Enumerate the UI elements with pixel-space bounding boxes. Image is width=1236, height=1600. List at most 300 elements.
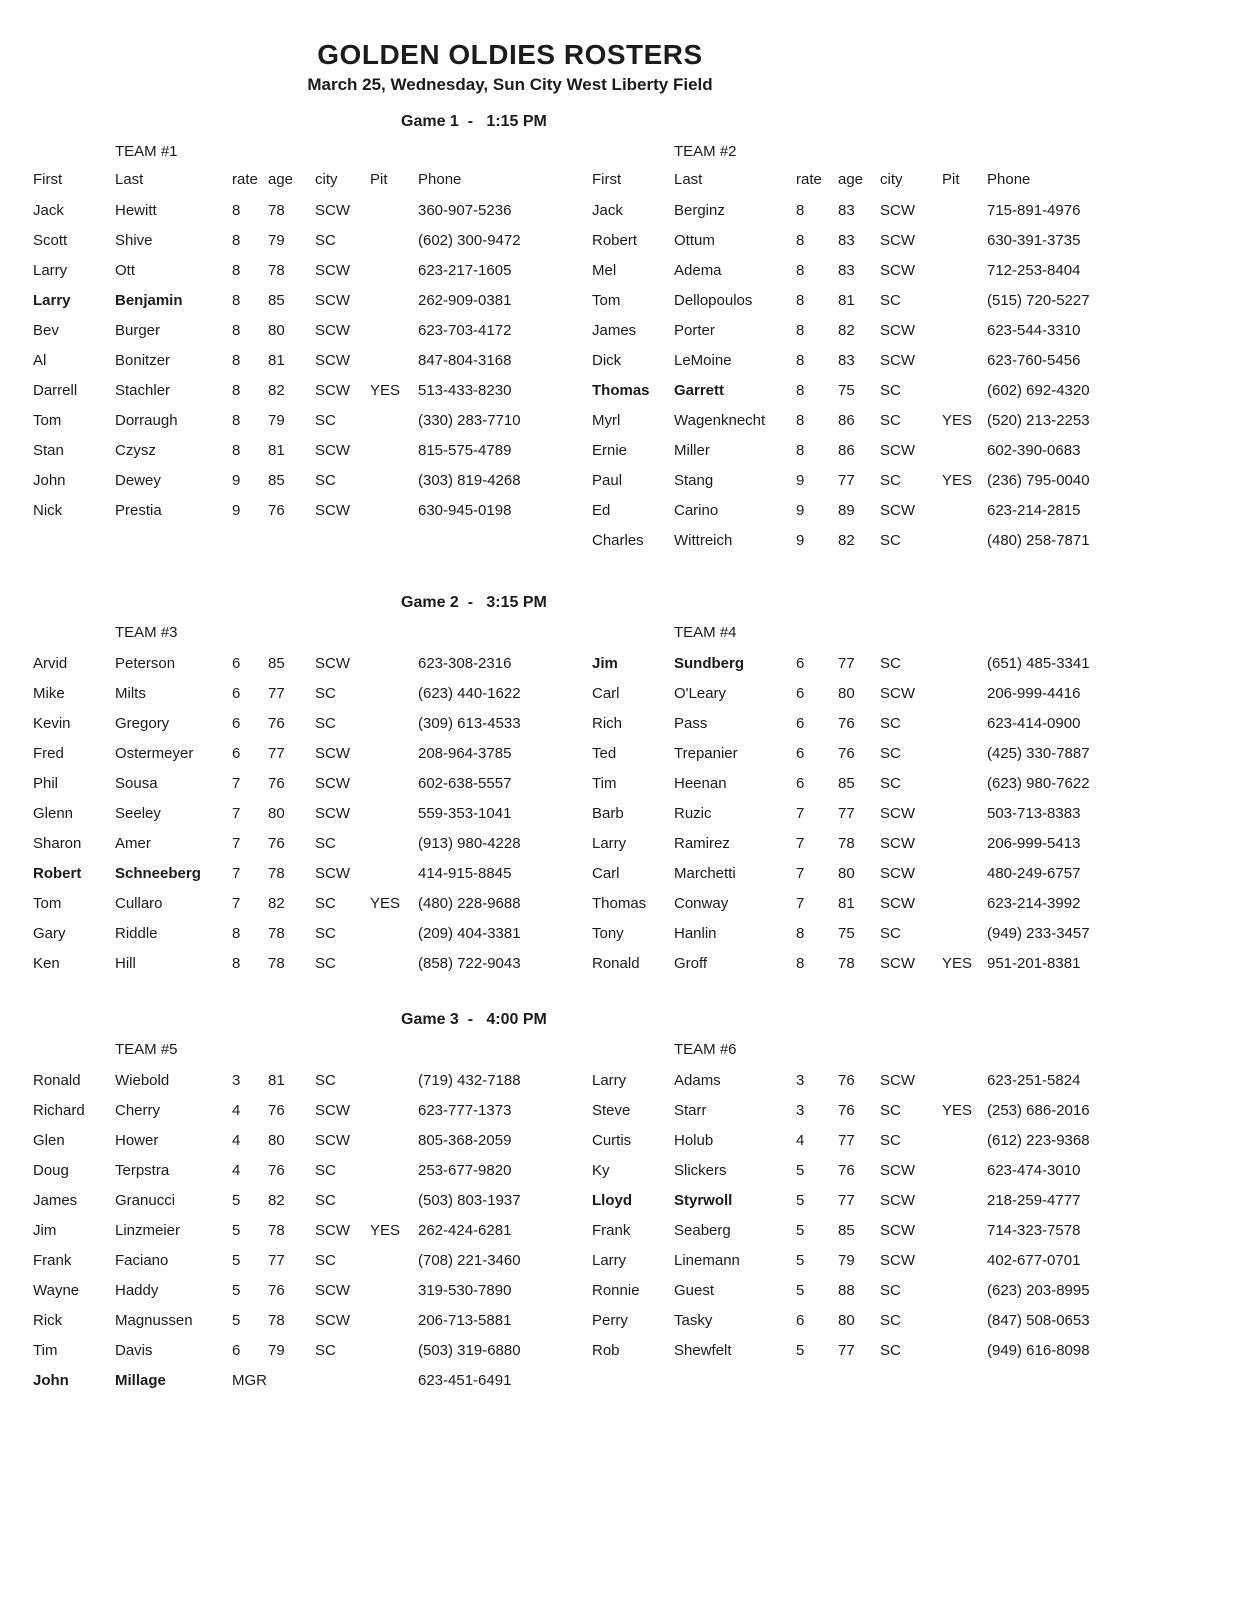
player-city-cell: SCW xyxy=(315,805,350,822)
player-first-cell: Larry xyxy=(592,1252,627,1269)
player-city-cell: SCW xyxy=(315,865,350,882)
player-rate-cell: 6 xyxy=(796,685,805,702)
player-rate-cell: 8 xyxy=(796,352,805,369)
player-age-cell: 76 xyxy=(838,1102,855,1119)
player-city-cell: SC xyxy=(880,1282,901,1299)
player-first-cell: Fred xyxy=(33,745,64,762)
column-header-rate: rate xyxy=(232,171,258,188)
team-name: TEAM #5 xyxy=(115,1041,178,1058)
player-city-cell: SC xyxy=(315,1342,336,1359)
player-first-cell: Stan xyxy=(33,442,64,459)
player-first-cell: Glen xyxy=(33,1132,65,1149)
player-rate-cell: 5 xyxy=(232,1222,241,1239)
player-row xyxy=(33,1159,559,1189)
player-row xyxy=(33,319,559,349)
player-city-cell: SC xyxy=(315,412,336,429)
player-rate-cell: 8 xyxy=(796,292,805,309)
player-city-cell: SC xyxy=(315,1072,336,1089)
player-age-cell: 78 xyxy=(268,1222,285,1239)
player-city-cell: SCW xyxy=(880,1192,915,1209)
player-phone-cell: 715-891-4976 xyxy=(987,202,1081,219)
player-first-cell: Tom xyxy=(592,292,621,309)
player-phone-cell: (309) 613-4533 xyxy=(418,715,521,732)
player-first-cell: Tom xyxy=(33,895,62,912)
player-first-cell: Richard xyxy=(33,1102,85,1119)
player-first-cell: Jack xyxy=(592,202,623,219)
player-rate-cell: 8 xyxy=(796,382,805,399)
player-phone-cell: 815-575-4789 xyxy=(418,442,512,459)
player-row xyxy=(592,742,1212,772)
player-row xyxy=(33,409,559,439)
player-last-cell: Sousa xyxy=(115,775,158,792)
player-last-cell: Wagenknecht xyxy=(674,412,766,429)
player-last-cell: O'Leary xyxy=(674,685,727,702)
player-city-cell: SCW xyxy=(880,835,915,852)
player-city-cell: SCW xyxy=(880,202,915,219)
player-age-cell: 85 xyxy=(838,1222,855,1239)
player-rate-cell: 7 xyxy=(796,865,805,882)
player-age-cell: 77 xyxy=(838,1192,855,1209)
column-header-phone: Phone xyxy=(987,171,1031,188)
player-pit-cell: YES xyxy=(942,1102,973,1119)
player-age-cell: 78 xyxy=(268,865,285,882)
player-last-cell: Riddle xyxy=(115,925,158,942)
player-phone-cell: 402-677-0701 xyxy=(987,1252,1081,1269)
player-last-cell: Miller xyxy=(674,442,710,459)
player-row xyxy=(592,259,1212,289)
player-first-cell: Phil xyxy=(33,775,59,792)
player-row xyxy=(592,409,1212,439)
player-age-cell: 78 xyxy=(268,202,285,219)
player-row xyxy=(592,1279,1212,1309)
player-age-cell: 86 xyxy=(838,442,855,459)
player-rate-cell: 5 xyxy=(796,1282,805,1299)
player-city-cell: SCW xyxy=(315,382,350,399)
player-first-cell: Rob xyxy=(592,1342,620,1359)
player-row xyxy=(33,862,559,892)
player-first-cell: Barb xyxy=(592,805,624,822)
player-city-cell: SCW xyxy=(315,655,350,672)
player-city-cell: SCW xyxy=(880,322,915,339)
player-last-cell: Ostermeyer xyxy=(115,745,194,762)
player-last-cell: Tasky xyxy=(674,1312,713,1329)
player-city-cell: SCW xyxy=(880,1222,915,1239)
player-age-cell: 82 xyxy=(838,532,855,549)
player-last-cell: Stachler xyxy=(115,382,171,399)
game-section-3 xyxy=(0,1011,1236,1399)
player-last-cell: Magnussen xyxy=(115,1312,193,1329)
player-city-cell: SCW xyxy=(315,775,350,792)
player-rate-cell: 7 xyxy=(796,835,805,852)
player-phone-cell: 208-964-3785 xyxy=(418,745,512,762)
player-row xyxy=(592,1129,1212,1159)
player-city-cell: SCW xyxy=(315,1132,350,1149)
player-phone-cell: 623-760-5456 xyxy=(987,352,1081,369)
player-rate-cell: 5 xyxy=(232,1282,241,1299)
player-rate-cell: 3 xyxy=(796,1102,805,1119)
player-row xyxy=(33,229,559,259)
player-pit-cell: YES xyxy=(370,382,401,399)
player-rate-cell: 6 xyxy=(232,1342,241,1359)
player-age-cell: 77 xyxy=(838,472,855,489)
player-rate-cell: 6 xyxy=(232,655,241,672)
player-first-cell: Ted xyxy=(592,745,617,762)
player-last-cell: Bonitzer xyxy=(115,352,171,369)
player-last-cell: LeMoine xyxy=(674,352,732,369)
player-row xyxy=(592,862,1212,892)
player-city-cell: SCW xyxy=(880,352,915,369)
player-age-cell: 79 xyxy=(268,232,285,249)
player-city-cell: SC xyxy=(315,955,336,972)
game-header: Game 3 - 4:00 PM xyxy=(401,1011,547,1028)
player-phone-cell: (236) 795-0040 xyxy=(987,472,1090,489)
player-age-cell: 79 xyxy=(838,1252,855,1269)
player-phone-cell: (719) 432-7188 xyxy=(418,1072,521,1089)
player-first-cell: Mel xyxy=(592,262,617,279)
player-first-cell: Ken xyxy=(33,955,60,972)
player-row xyxy=(592,1159,1212,1189)
player-first-cell: Thomas xyxy=(592,382,650,399)
player-age-cell: 85 xyxy=(268,292,285,309)
player-last-cell: Adams xyxy=(674,1072,721,1089)
player-phone-cell: (949) 616-8098 xyxy=(987,1342,1090,1359)
player-city-cell: SC xyxy=(880,715,901,732)
player-phone-cell: (623) 203-8995 xyxy=(987,1282,1090,1299)
player-last-cell: Ott xyxy=(115,262,136,279)
column-header-last: Last xyxy=(115,171,144,188)
player-rate-cell: 8 xyxy=(232,232,241,249)
player-city-cell: SC xyxy=(315,1162,336,1179)
player-first-cell: Kevin xyxy=(33,715,71,732)
player-city-cell: SC xyxy=(880,1342,901,1359)
player-last-cell: Porter xyxy=(674,322,715,339)
player-first-cell: Carl xyxy=(592,685,620,702)
player-last-cell: Schneeberg xyxy=(115,865,201,882)
player-row xyxy=(592,499,1212,529)
player-age-cell: 76 xyxy=(838,1162,855,1179)
player-first-cell: Bev xyxy=(33,322,59,339)
team-name: TEAM #4 xyxy=(674,624,737,641)
player-row xyxy=(592,379,1212,409)
player-rate-cell: 6 xyxy=(796,745,805,762)
player-age-cell: 81 xyxy=(838,895,855,912)
player-rate-cell: 8 xyxy=(232,322,241,339)
player-last-cell: Cullaro xyxy=(115,895,163,912)
player-last-cell: Heenan xyxy=(674,775,727,792)
player-phone-cell: 630-391-3735 xyxy=(987,232,1081,249)
player-phone-cell: (515) 720-5227 xyxy=(987,292,1090,309)
column-header-first: First xyxy=(592,171,622,188)
player-first-cell: Jim xyxy=(33,1222,57,1239)
player-phone-cell: (602) 692-4320 xyxy=(987,382,1090,399)
player-rate-cell: 9 xyxy=(796,472,805,489)
player-last-cell: Marchetti xyxy=(674,865,736,882)
player-age-cell: 89 xyxy=(838,502,855,519)
player-city-cell: SC xyxy=(880,655,901,672)
player-phone-cell: 623-474-3010 xyxy=(987,1162,1081,1179)
player-last-cell: Hanlin xyxy=(674,925,717,942)
column-header-city: city xyxy=(315,171,338,188)
player-city-cell: SCW xyxy=(315,1282,350,1299)
column-header-pit: Pit xyxy=(942,171,960,188)
player-phone-cell: 253-677-9820 xyxy=(418,1162,512,1179)
player-city-cell: SCW xyxy=(315,442,350,459)
player-phone-cell: 623-703-4172 xyxy=(418,322,512,339)
player-row xyxy=(33,892,559,922)
player-last-cell: Shive xyxy=(115,232,153,249)
player-city-cell: SCW xyxy=(880,1252,915,1269)
player-first-cell: Charles xyxy=(592,532,644,549)
player-city-cell: SC xyxy=(880,412,901,429)
player-rate-cell: 7 xyxy=(232,805,241,822)
player-first-cell: Robert xyxy=(592,232,638,249)
player-rows xyxy=(33,1069,559,1399)
player-age-cell: 80 xyxy=(838,1312,855,1329)
player-last-cell: Terpstra xyxy=(115,1162,170,1179)
player-row xyxy=(592,922,1212,952)
player-city-cell: SC xyxy=(880,1132,901,1149)
player-last-cell: Stang xyxy=(674,472,714,489)
player-row xyxy=(592,772,1212,802)
player-row xyxy=(33,772,559,802)
player-first-cell: Ronald xyxy=(33,1072,81,1089)
player-phone-cell: (708) 221-3460 xyxy=(418,1252,521,1269)
player-rate-cell: 8 xyxy=(232,412,241,429)
player-age-cell: 82 xyxy=(268,895,285,912)
player-city-cell: SC xyxy=(880,1312,901,1329)
player-first-cell: Darrell xyxy=(33,382,78,399)
player-phone-cell: 360-907-5236 xyxy=(418,202,512,219)
player-age-cell: 88 xyxy=(838,1282,855,1299)
player-row xyxy=(33,289,559,319)
player-last-cell: Sundberg xyxy=(674,655,744,672)
player-first-cell: Steve xyxy=(592,1102,631,1119)
player-rate-cell: 6 xyxy=(232,685,241,702)
player-first-cell: Jim xyxy=(592,655,618,672)
player-first-cell: Lloyd xyxy=(592,1192,632,1209)
player-last-cell: Davis xyxy=(115,1342,153,1359)
player-row xyxy=(592,1099,1212,1129)
player-phone-cell: 218-259-4777 xyxy=(987,1192,1081,1209)
player-rate-cell: 9 xyxy=(796,532,805,549)
team-block-team4 xyxy=(592,624,1212,982)
player-age-cell: 80 xyxy=(268,805,285,822)
player-first-cell: Scott xyxy=(33,232,68,249)
player-last-cell: Guest xyxy=(674,1282,715,1299)
player-first-cell: Rich xyxy=(592,715,623,732)
player-first-cell: Frank xyxy=(592,1222,631,1239)
player-row xyxy=(592,319,1212,349)
player-city-cell: SC xyxy=(880,1102,901,1119)
player-city-cell: SC xyxy=(880,532,901,549)
column-header-age: age xyxy=(838,171,864,188)
player-age-cell: 86 xyxy=(838,412,855,429)
player-last-cell: Ottum xyxy=(674,232,715,249)
player-phone-cell: (503) 319-6880 xyxy=(418,1342,521,1359)
player-first-cell: Curtis xyxy=(592,1132,632,1149)
player-row xyxy=(592,802,1212,832)
column-header-rate: rate xyxy=(796,171,822,188)
player-city-cell: SC xyxy=(315,835,336,852)
player-phone-cell: (623) 440-1622 xyxy=(418,685,521,702)
team-name: TEAM #2 xyxy=(674,143,737,160)
player-rate-cell: 7 xyxy=(796,805,805,822)
player-phone-cell: 480-249-6757 xyxy=(987,865,1081,882)
game-section-1 xyxy=(0,113,1236,559)
player-age-cell: 76 xyxy=(838,715,855,732)
player-age-cell: 79 xyxy=(268,412,285,429)
player-row xyxy=(592,1309,1212,1339)
player-age-cell: 76 xyxy=(268,1162,285,1179)
player-phone-cell: (949) 233-3457 xyxy=(987,925,1090,942)
player-last-cell: Cherry xyxy=(115,1102,161,1119)
player-last-cell: Haddy xyxy=(115,1282,159,1299)
player-rate-cell: 5 xyxy=(232,1312,241,1329)
player-age-cell: 76 xyxy=(268,715,285,732)
player-city-cell: SC xyxy=(880,382,901,399)
player-first-cell: Larry xyxy=(33,292,71,309)
player-row xyxy=(33,832,559,862)
player-rate-cell: 3 xyxy=(796,1072,805,1089)
player-phone-cell: (858) 722-9043 xyxy=(418,955,521,972)
player-rate-cell: 8 xyxy=(232,955,241,972)
player-phone-cell: 623-544-3310 xyxy=(987,322,1081,339)
player-age-cell: 81 xyxy=(268,1072,285,1089)
player-row xyxy=(592,712,1212,742)
player-age-cell: 80 xyxy=(268,1132,285,1149)
player-phone-cell: 623-308-2316 xyxy=(418,655,512,672)
player-row xyxy=(33,1369,559,1399)
team-block-team6 xyxy=(592,1041,1212,1399)
page-subtitle: March 25, Wednesday, Sun City West Liberty Field xyxy=(307,75,713,94)
player-rate-cell: 6 xyxy=(796,655,805,672)
player-phone-cell: 602-638-5557 xyxy=(418,775,512,792)
player-row xyxy=(592,349,1212,379)
player-phone-cell: 712-253-8404 xyxy=(987,262,1081,279)
player-phone-cell: (913) 980-4228 xyxy=(418,835,521,852)
player-last-cell: Holub xyxy=(674,1132,714,1149)
team-block-team3 xyxy=(33,624,559,982)
player-first-cell: Larry xyxy=(592,1072,627,1089)
player-age-cell: 85 xyxy=(268,472,285,489)
player-rate-cell: 9 xyxy=(796,502,805,519)
player-age-cell: 76 xyxy=(268,1282,285,1299)
player-row xyxy=(592,1189,1212,1219)
player-phone-cell: 630-945-0198 xyxy=(418,502,512,519)
player-rows xyxy=(33,199,559,529)
player-last-cell: Wiebold xyxy=(115,1072,170,1089)
player-first-cell: Gary xyxy=(33,925,66,942)
player-first-cell: Tony xyxy=(592,925,624,942)
player-age-cell: 78 xyxy=(838,955,855,972)
player-first-cell: Arvid xyxy=(33,655,68,672)
player-age-cell: 85 xyxy=(838,775,855,792)
player-row xyxy=(33,1099,559,1129)
column-header-last: Last xyxy=(674,171,703,188)
player-last-cell: Amer xyxy=(115,835,151,852)
player-city-cell: SCW xyxy=(880,262,915,279)
player-last-cell: Dewey xyxy=(115,472,161,489)
player-city-cell: SCW xyxy=(315,1312,350,1329)
player-rate-cell: 6 xyxy=(232,745,241,762)
game-header: Game 2 - 3:15 PM xyxy=(401,594,547,611)
player-first-cell: Rick xyxy=(33,1312,63,1329)
player-age-cell: 78 xyxy=(268,925,285,942)
player-rate-cell: 8 xyxy=(232,262,241,279)
player-row xyxy=(33,1339,559,1369)
player-first-cell: Dick xyxy=(592,352,622,369)
player-city-cell: SCW xyxy=(315,262,350,279)
player-phone-cell: (480) 228-9688 xyxy=(418,895,521,912)
player-phone-cell: (480) 258-7871 xyxy=(987,532,1090,549)
player-age-cell: 80 xyxy=(838,865,855,882)
player-pit-cell: YES xyxy=(370,895,401,912)
player-first-cell: Tim xyxy=(33,1342,58,1359)
player-first-cell: Nick xyxy=(33,502,63,519)
player-age-cell: 76 xyxy=(838,1072,855,1089)
player-phone-cell: (520) 213-2253 xyxy=(987,412,1090,429)
player-row xyxy=(592,832,1212,862)
team-name: TEAM #3 xyxy=(115,624,178,641)
player-first-cell: Tom xyxy=(33,412,62,429)
player-phone-cell: 559-353-1041 xyxy=(418,805,512,822)
player-age-cell: 81 xyxy=(838,292,855,309)
player-last-cell: Linemann xyxy=(674,1252,740,1269)
player-first-cell: Mike xyxy=(33,685,65,702)
team-block-team5 xyxy=(33,1041,559,1399)
player-phone-cell: (425) 330-7887 xyxy=(987,745,1090,762)
player-last-cell: Dorraugh xyxy=(115,412,178,429)
player-phone-cell: 206-999-4416 xyxy=(987,685,1081,702)
player-rate-cell: 5 xyxy=(796,1342,805,1359)
player-phone-cell: (847) 508-0653 xyxy=(987,1312,1090,1329)
player-last-cell: Ruzic xyxy=(674,805,712,822)
player-city-cell: SC xyxy=(315,715,336,732)
player-age-cell: 83 xyxy=(838,202,855,219)
player-last-cell: Styrwoll xyxy=(674,1192,733,1209)
player-row xyxy=(33,1249,559,1279)
player-rate-cell: 4 xyxy=(232,1162,241,1179)
player-city-cell: SC xyxy=(880,925,901,942)
player-last-cell: Millage xyxy=(115,1372,166,1389)
player-row xyxy=(33,1069,559,1099)
player-city-cell: SCW xyxy=(880,895,915,912)
player-age-cell: 77 xyxy=(268,1252,285,1269)
player-pit-cell: YES xyxy=(942,472,973,489)
column-header-row xyxy=(33,171,559,191)
player-age-cell: 76 xyxy=(268,775,285,792)
column-header-row xyxy=(592,171,1212,191)
player-last-cell: Conway xyxy=(674,895,729,912)
player-row xyxy=(592,289,1212,319)
player-phone-cell: 805-368-2059 xyxy=(418,1132,512,1149)
column-header-first: First xyxy=(33,171,63,188)
player-phone-cell: 623-414-0900 xyxy=(987,715,1081,732)
player-rate-cell: 7 xyxy=(796,895,805,912)
player-rate-cell: MGR xyxy=(232,1372,267,1389)
player-city-cell: SCW xyxy=(315,1102,350,1119)
teams-row xyxy=(0,143,1236,559)
player-age-cell: 76 xyxy=(838,745,855,762)
player-first-cell: Paul xyxy=(592,472,623,489)
player-phone-cell: (612) 223-9368 xyxy=(987,1132,1090,1149)
player-first-cell: Wayne xyxy=(33,1282,80,1299)
player-pit-cell: YES xyxy=(942,412,973,429)
player-first-cell: James xyxy=(33,1192,78,1209)
player-rows xyxy=(592,652,1212,982)
player-age-cell: 77 xyxy=(838,655,855,672)
player-row xyxy=(33,499,559,529)
